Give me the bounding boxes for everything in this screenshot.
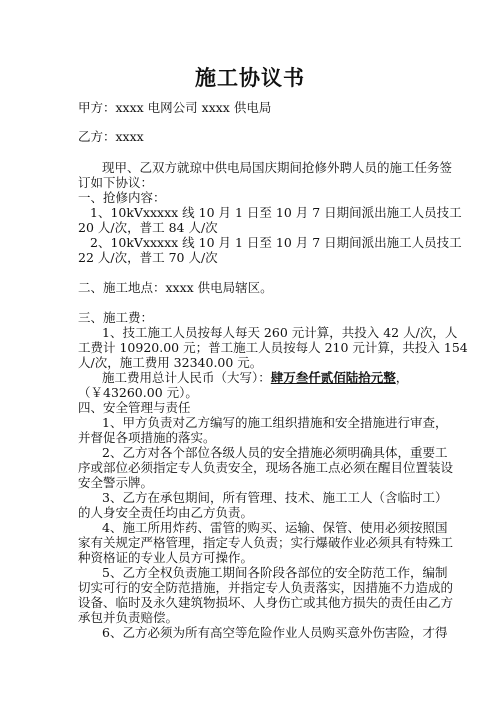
s4-item3-line2: 的人身安全责任均由乙方负责。 bbox=[78, 505, 254, 520]
section1-item1-line1: 1、10kVxxxxx 线 10 月 1 日至 10 月 7 日期间派出施工人员技工 bbox=[90, 205, 462, 220]
section4-heading: 四、安全管理与责任 bbox=[78, 400, 191, 415]
section1-item2-line2: 22 人/次，普工 70 人/次 bbox=[78, 250, 218, 265]
fee-total-suffix: ， bbox=[395, 370, 409, 385]
fee-line-3: 人/次，施工费用 32340.00 元。 bbox=[78, 355, 263, 370]
s4-item5-line1: 5、乙方全权负责施工期间各阶段各部位的安全防范工作，编制 bbox=[102, 565, 448, 580]
s4-item5-line3: 设备、临时及永久建筑物损坏、人身伤亡或其他方损失的责任由乙方 bbox=[78, 595, 454, 610]
s4-item3-line1: 3、乙方在承包期间，所有管理、技术、施工工人（含临时工） bbox=[102, 490, 448, 505]
section1-item1-line2: 20 人/次，普工 84 人/次 bbox=[78, 220, 218, 235]
s4-item1-line2: 并督促各项措施的落实。 bbox=[78, 430, 216, 445]
document-title: 施工协议书 bbox=[195, 65, 305, 90]
party-b: 乙方：xxxx bbox=[78, 129, 144, 144]
fee-line-1: 1、技工施工人员按每人每天 260 元计算，共投入 42 人/次，人 bbox=[102, 325, 458, 340]
party-a: 甲方：xxxx 电网公司 xxxx 供电局 bbox=[78, 100, 272, 115]
fee-total-prefix: 施工费用总计人民币（大写）： bbox=[102, 370, 271, 385]
fee-total-line bbox=[102, 370, 408, 385]
s4-item1-line1: 1、甲方负责对乙方编写的施工组织措施和安全措施进行审查， bbox=[102, 415, 448, 430]
s4-item5-line2: 切实可行的安全防范措施，并指定专人负责落实，因措施不力造成的 bbox=[78, 580, 454, 595]
s4-item2-line2: 序或部位必须指定专人负责安全，现场各施工点必须在醒目位置装设 bbox=[78, 460, 454, 475]
section3-heading: 三、施工费： bbox=[78, 310, 154, 325]
s4-item5-line4: 承包并负责赔偿。 bbox=[78, 610, 179, 625]
s4-item6-line1: 6、乙方必须为所有高空等危险作业人员购买意外伤害险，才得 bbox=[102, 625, 448, 640]
fee-total-capital: 肆万叁仟贰佰陆拾元整 bbox=[270, 370, 396, 385]
s4-item4-line2: 家有关规定严格管理，指定专人负责；实行爆破作业必须具有特殊工 bbox=[78, 535, 454, 550]
section2-text: 二、施工地点：xxxx 供电局辖区。 bbox=[78, 280, 273, 295]
section1-item2-line1: 2、10kVxxxxx 线 10 月 1 日至 10 月 7 日期间派出施工人员技工 bbox=[90, 235, 462, 250]
preamble-line-1: 现甲、乙双方就琼中供电局国庆期间抢修外聘人员的施工任务签 bbox=[102, 160, 453, 175]
s4-item2-line1: 2、乙方对各个部位各级人员的安全措施必须明确具体，重要工 bbox=[102, 445, 448, 460]
section1-heading: 一、抢修内容： bbox=[78, 190, 166, 205]
preamble-line-2: 订如下协议： bbox=[78, 175, 154, 190]
fee-total-numeric: （￥43260.00 元）。 bbox=[78, 385, 198, 400]
s4-item4-line3: 种资格证的专业人员方可操作。 bbox=[78, 550, 254, 565]
fee-line-2: 工费计 10920.00 元；普工施工人员按每人 210 元计算，共投入 154 bbox=[78, 340, 468, 355]
s4-item2-line3: 安全警示牌。 bbox=[78, 475, 154, 490]
s4-item4-line1: 4、施工所用炸药、雷管的购买、运输、保管、使用必须按照国 bbox=[102, 520, 448, 535]
